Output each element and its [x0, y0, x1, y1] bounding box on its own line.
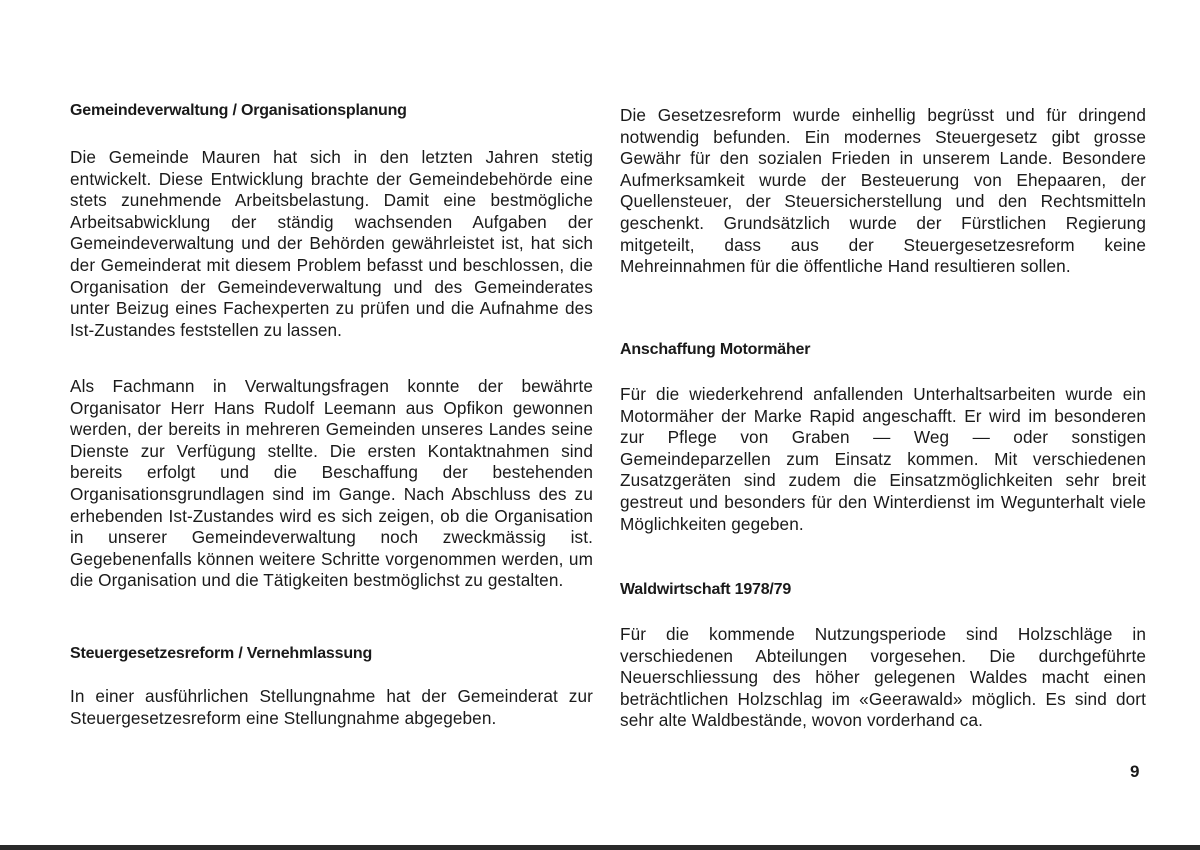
heading-steuergesetzesreform: Steuergesetzesreform / Vernehmlassung	[70, 645, 373, 662]
paragraph-gemeinde-entwicklung: Die Gemeinde Mauren hat sich in den letzten Jahren stetig entwickelt. Diese Entwicklung brachte der Gemeindebehörde eine stets zunehmende Arbeitsbelastung. Damit eine bestmögliche Arbeitsabwicklung der ständig wachsenden Aufgaben der Gemeindeverwaltung und der Behörden gewährleistet ist, hat sich der Gemeinderat mit diesem Problem befasst und beschlossen, die Organisation der Gemeindeverwaltung und des Gemeinderates unter Beizug eines Fachexperten zu prüfen und die Aufnahme des Ist-Zustandes feststellen zu lassen.	[70, 147, 593, 340]
paragraph-fachmann-leemann: Als Fachmann in Verwaltungsfragen konnte der bewährte Organisator Herr Hans Rudolf Leemann aus Opfikon gewonnen werden, der bereits in mehreren Gemeinden unseres Landes seine Dienste zur Verfügung stellte. Die ersten Kontaktnahmen sind bereits erfolgt und die Beschaffung der bestehenden Organisationsgrundlagen sind im Gange. Nach Abschluss des zu erhebenden Ist-Zustandes wird es sich zeigen, ob die Organisation in unserer Gemeindeverwaltung noch zweckmässig ist. Gegebenenfalls können weitere Schritte vorgenommen werden, um die Organisation und die Tätigkeiten bestmöglichst zu gestalten.	[70, 376, 593, 591]
heading-gemeindeverwaltung: Gemeindeverwaltung / Organisationsplanung	[70, 102, 407, 119]
page-number: 9	[1130, 762, 1140, 781]
heading-waldwirtschaft: Waldwirtschaft 1978/79	[620, 581, 792, 598]
paragraph-stellungnahme: In einer ausführlichen Stellungnahme hat der Gemeinderat zur Steuergesetzesreform eine Stellungnahme abgegeben.	[70, 686, 593, 728]
heading-anschaffung-motormaeher: Anschaffung Motormäher	[620, 341, 811, 358]
scan-edge-bar	[0, 845, 1200, 850]
paragraph-motormaeher: Für die wiederkehrend anfallenden Unterhaltsarbeiten wurde ein Motormäher der Marke Rapid angeschafft. Er wird im besonderen zur Pflege von Graben — Weg — oder sonstigen Gemeindeparzellen zum Einsatz kommen. Mit verschiedenen Zusatzgeräten sind zudem die Einsatzmöglichkeiten sehr breit gestreut und besonders für den Winterdienst im Wegunterhalt viele Möglichkeiten gegeben.	[620, 384, 1146, 534]
paragraph-waldwirtschaft: Für die kommende Nutzungsperiode sind Holzschläge in verschiedenen Abteilungen vorgesehen. Die durchgeführte Neuerschliessung des höher gelegenen Waldes macht einen beträchtlichen Holzschlag im «Geerawald» möglich. Es sind dort sehr alte Waldbestände, wovon vorderhand ca.	[620, 624, 1146, 731]
paragraph-gesetzesreform: Die Gesetzesreform wurde einhellig begrüsst und für dringend notwendig befunden. Ein modernes Steuergesetz gibt grosse Gewähr für den sozialen Frieden in unserem Lande. Besondere Aufmerksamkeit wurde der Besteuerung von Ehepaaren, der Quellensteuer, der Steuersicherstellung und den Rechtsmitteln geschenkt. Grundsätzlich wurde der Fürstlichen Regierung mitgeteilt, dass aus der Steuergesetzesreform keine Mehreinnahmen für die öffentliche Hand resultieren sollen.	[620, 105, 1146, 277]
